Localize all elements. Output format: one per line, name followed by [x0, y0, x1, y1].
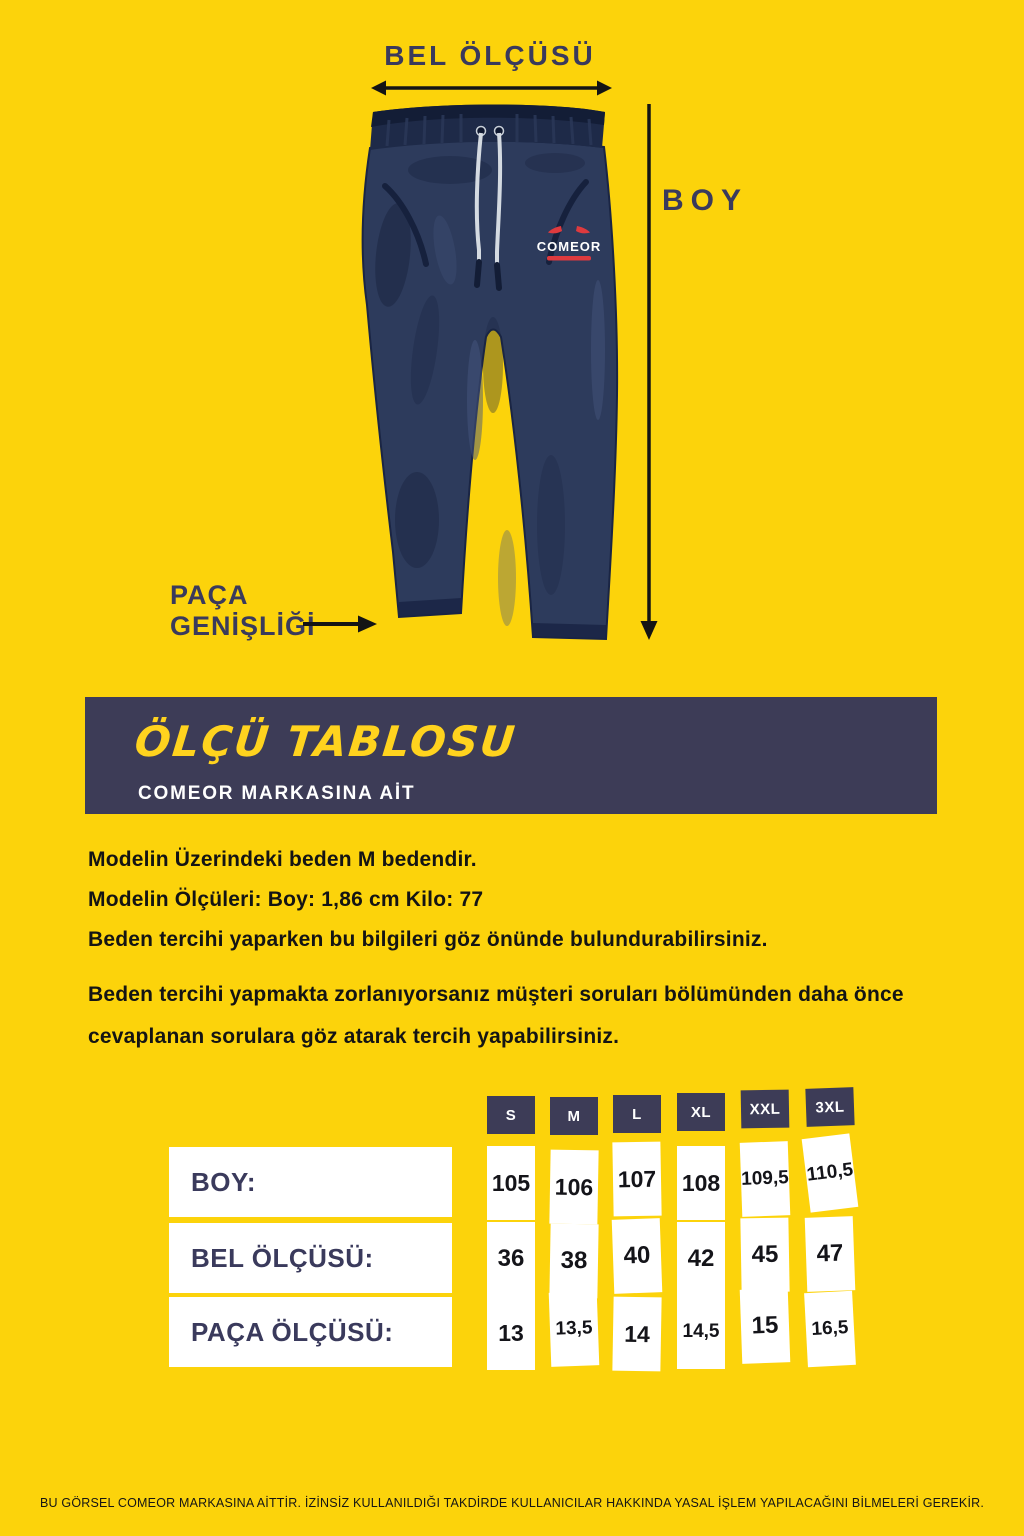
- hem-measure-label-line1: PAÇA: [170, 580, 249, 610]
- copyright-disclaimer: BU GÖRSEL COMEOR MARKASINA AİTTİR. İZİNSİZ KULLANILDIĞI TAKDİRDE KULLANICILAR HAKKINDA YASAL İŞLEM YAPILACAĞINI BİLMELERİ GEREKİR.: [39, 1496, 985, 1510]
- cell-bel-s: 36: [487, 1222, 535, 1296]
- model-info-block: [88, 840, 968, 960]
- model-info-line1: Modelin Üzerindeki beden M bedendir.: [88, 848, 477, 871]
- size-header-m: M: [550, 1097, 598, 1135]
- size-header-s: S: [487, 1096, 535, 1134]
- cell-boy-s: 105: [487, 1146, 535, 1220]
- row-label-boy: BOY:: [169, 1147, 452, 1217]
- pants-illustration: [0, 0, 1024, 690]
- cell-paca-xl: 14,5: [677, 1295, 725, 1369]
- sweatpants-graphic: [363, 105, 617, 640]
- hem-measure-label-line2: GENİŞLİĞİ: [170, 611, 316, 641]
- cell-bel-3xl: 47: [805, 1216, 856, 1292]
- waist-width-arrow-icon: [371, 81, 612, 96]
- size-header-xxl: XXL: [741, 1090, 790, 1129]
- cell-bel-l: 40: [612, 1218, 663, 1294]
- row-label-paca: PAÇA ÖLÇÜSÜ:: [169, 1297, 452, 1367]
- model-info-line2: Modelin Ölçüleri: Boy: 1,86 cm Kilo: 77: [88, 888, 484, 911]
- waist-measure-label: BEL ÖLÇÜSÜ: [384, 40, 596, 71]
- cell-bel-xl: 42: [677, 1222, 725, 1296]
- cell-boy-xl: 108: [677, 1146, 725, 1220]
- cell-paca-m: 13,5: [549, 1291, 600, 1367]
- cell-boy-xxl: 109,5: [740, 1141, 791, 1217]
- banner-title: ÖLÇÜ TABLOSU: [132, 717, 519, 766]
- cell-boy-m: 106: [549, 1150, 598, 1225]
- banner-subtitle: COMEOR MARKASINA AİT: [138, 783, 416, 804]
- cell-paca-xxl: 15: [740, 1288, 791, 1364]
- title-banner: [85, 697, 937, 814]
- size-header-3xl: 3XL: [805, 1087, 854, 1127]
- height-arrow-icon: [641, 104, 658, 640]
- row-label-bel: BEL ÖLÇÜSÜ:: [169, 1223, 452, 1293]
- size-advice-paragraph: Beden tercihi yapmakta zorlanıyorsanız müşteri soruları bölümünden daha önce cevaplanan sorulara göz atarak tercih yapabilirsiniz.: [88, 983, 904, 1048]
- hem-width-arrow-icon: [303, 616, 377, 633]
- cell-paca-s: 13: [487, 1296, 535, 1370]
- height-measure-label: BOY: [662, 184, 749, 217]
- size-header-xl: XL: [677, 1093, 725, 1131]
- cell-paca-l: 14: [612, 1297, 661, 1372]
- cell-paca-3xl: 16,5: [804, 1291, 856, 1367]
- model-info-line3: Beden tercihi yaparken bu bilgileri göz önünde bulundurabilirsiniz.: [88, 928, 768, 951]
- brand-logo-text: COMEOR: [536, 239, 602, 254]
- cell-bel-m: 38: [549, 1224, 598, 1299]
- cell-boy-3xl: 110,5: [802, 1133, 859, 1212]
- cell-boy-l: 107: [612, 1142, 661, 1217]
- cell-bel-xxl: 45: [740, 1218, 789, 1293]
- size-header-l: L: [613, 1095, 661, 1133]
